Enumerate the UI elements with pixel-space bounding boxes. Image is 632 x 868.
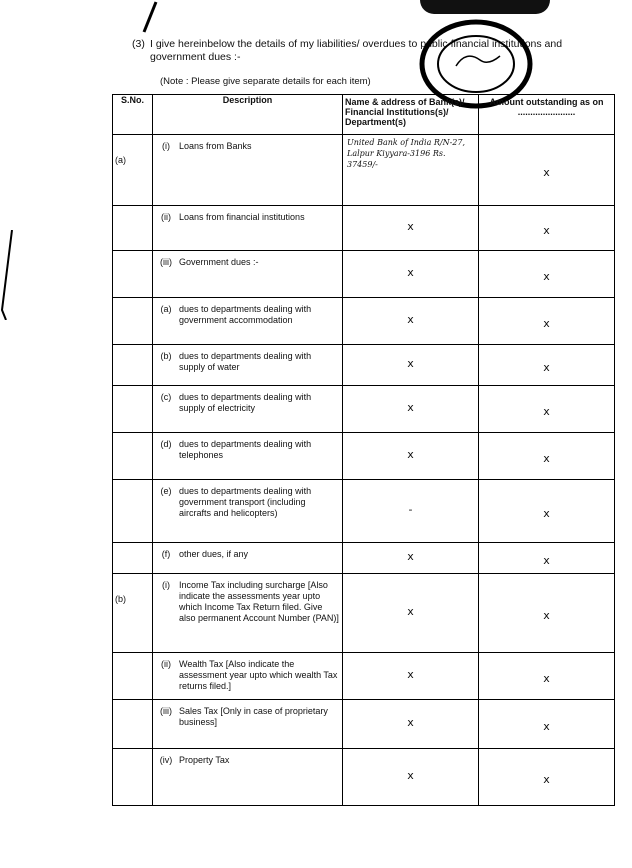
row-description-cell — [153, 206, 343, 251]
header-amount: Amount outstanding as on ....................... — [479, 95, 615, 135]
pen-stroke-mark — [140, 0, 160, 34]
row-sub-number: (iii) — [160, 706, 172, 716]
header-sno: S.No. — [113, 95, 153, 135]
table-row — [113, 653, 615, 700]
row-amount — [479, 749, 615, 806]
row-sno — [113, 206, 153, 251]
row-sno — [113, 480, 153, 543]
nil-mark: x — [407, 668, 414, 681]
table-row — [113, 480, 615, 543]
nil-mark: x — [543, 361, 550, 374]
nil-mark: x — [407, 716, 414, 729]
table-row — [113, 386, 615, 433]
row-sub-number: (iii) — [160, 257, 172, 267]
nil-mark: x — [543, 720, 550, 733]
intro-paragraph — [132, 38, 610, 64]
row-description-cell — [153, 480, 343, 543]
nil-mark: x — [407, 550, 414, 563]
row-name-address — [343, 543, 479, 574]
row-description: dues to departments dealing with government accommodation — [179, 304, 312, 325]
row-sno — [113, 345, 153, 386]
row-description-cell — [153, 433, 343, 480]
note-text: (Note : Please give separate details for each item) — [160, 76, 371, 87]
row-name-address — [343, 700, 479, 749]
row-sub-number: (i) — [162, 141, 170, 151]
nil-mark: x — [407, 357, 414, 370]
row-description: dues to departments dealing with supply of electricity — [179, 392, 312, 413]
row-name-address — [343, 433, 479, 480]
nil-mark: x — [407, 266, 414, 279]
table-row — [113, 700, 615, 749]
nil-mark: x — [543, 452, 550, 465]
row-sno — [113, 251, 153, 298]
row-name-address — [343, 251, 479, 298]
row-description-cell — [153, 749, 343, 806]
nil-mark: - — [408, 503, 413, 516]
row-description: Government dues :- — [179, 257, 259, 267]
nil-mark: x — [543, 270, 550, 283]
table-row — [113, 543, 615, 574]
row-description-cell — [153, 386, 343, 433]
table-row — [113, 433, 615, 480]
row-name-address — [343, 206, 479, 251]
nil-mark: x — [543, 609, 550, 622]
row-amount — [479, 298, 615, 345]
row-description-cell — [153, 251, 343, 298]
header-description: Description — [153, 95, 343, 135]
row-amount — [479, 653, 615, 700]
nil-mark: x — [543, 507, 550, 520]
row-sno — [113, 386, 153, 433]
nil-mark: x — [407, 401, 414, 414]
nil-mark: x — [407, 313, 414, 326]
row-description: other dues, if any — [179, 549, 249, 559]
nil-mark: x — [543, 773, 550, 786]
section-number: (3) — [132, 38, 145, 50]
row-description-cell — [153, 543, 343, 574]
row-sub-number: (iv) — [159, 755, 173, 765]
row-amount — [479, 480, 615, 543]
row-sno: (a) — [113, 135, 153, 206]
row-description-cell — [153, 345, 343, 386]
row-description-cell — [153, 653, 343, 700]
row-name-address — [343, 653, 479, 700]
row-description: Income Tax including surcharge [Also indicate the assessments year upto which Income Tax Return filed. Give also permanent Account Number (PAN)] — [179, 580, 339, 623]
scan-blot — [420, 0, 550, 14]
row-description: Loans from financial institutions — [179, 212, 305, 222]
nil-mark: x — [543, 224, 550, 237]
row-description-cell — [153, 700, 343, 749]
row-name-address — [343, 574, 479, 653]
row-sub-number: (b) — [160, 351, 172, 361]
row-sno — [113, 543, 153, 574]
table-row — [113, 206, 615, 251]
row-amount — [479, 206, 615, 251]
row-amount — [479, 574, 615, 653]
table-header-row — [113, 95, 615, 135]
row-name-address — [343, 298, 479, 345]
row-description: Property Tax — [179, 755, 230, 765]
row-sno — [113, 653, 153, 700]
row-name-address — [343, 135, 479, 206]
row-sno — [113, 700, 153, 749]
table-row — [113, 749, 615, 806]
table-row — [113, 251, 615, 298]
nil-mark: x — [543, 317, 550, 330]
row-name-address — [343, 386, 479, 433]
row-description-cell — [153, 135, 343, 206]
nil-mark: x — [543, 672, 550, 685]
nil-mark: x — [407, 769, 414, 782]
row-description: dues to departments dealing with government transport (including aircrafts and helicopters) — [179, 486, 312, 518]
nil-mark: x — [407, 220, 414, 233]
header-name-address: Name & address of Bank(s)/ Financial Institutions(s)/ Department(s) — [343, 95, 479, 135]
row-description: Wealth Tax [Also indicate the assessment year upto which wealth Tax returns filed.] — [179, 659, 338, 691]
row-description: dues to departments dealing with supply of water — [179, 351, 312, 372]
row-description: Loans from Banks — [179, 141, 252, 151]
row-amount — [479, 700, 615, 749]
intro-text: I give hereinbelow the details of my liabilities/ overdues to public financial institutions and government dues :- — [150, 38, 563, 63]
nil-mark: x — [543, 405, 550, 418]
row-sub-number: (ii) — [161, 659, 171, 669]
table-row — [113, 574, 615, 653]
row-sno — [113, 749, 153, 806]
row-name-address — [343, 345, 479, 386]
row-description-cell — [153, 574, 343, 653]
row-description: Sales Tax [Only in case of proprietary business] — [179, 706, 328, 727]
row-sub-number: (d) — [160, 439, 172, 449]
scan-edge-mark — [0, 230, 14, 320]
row-sub-number: (i) — [162, 580, 170, 590]
nil-mark: x — [407, 448, 414, 461]
row-amount — [479, 251, 615, 298]
row-sno — [113, 433, 153, 480]
row-sno — [113, 298, 153, 345]
nil-mark: x — [543, 166, 550, 179]
nil-mark: x — [407, 605, 414, 618]
row-sub-number: (ii) — [161, 212, 171, 222]
table-row — [113, 345, 615, 386]
row-amount — [479, 345, 615, 386]
row-amount — [479, 135, 615, 206]
row-sub-number: (c) — [160, 392, 172, 402]
handwritten-bank-entry: United Bank of India R/N-27, Lalpur Kiyyara-3196 Rs. 37459/- — [347, 138, 466, 169]
row-description-cell — [153, 298, 343, 345]
row-name-address — [343, 749, 479, 806]
row-description: dues to departments dealing with telephones — [179, 439, 312, 460]
row-name-address — [343, 480, 479, 543]
nil-mark: x — [543, 554, 550, 567]
row-amount — [479, 386, 615, 433]
table-row — [113, 298, 615, 345]
row-amount — [479, 543, 615, 574]
row-sub-number: (a) — [160, 304, 172, 314]
liabilities-table — [112, 94, 615, 806]
row-amount — [479, 433, 615, 480]
table-row — [113, 135, 615, 206]
row-sub-number: (e) — [160, 486, 172, 496]
row-sub-number: (f) — [161, 549, 171, 559]
row-sno: (b) — [113, 574, 153, 653]
